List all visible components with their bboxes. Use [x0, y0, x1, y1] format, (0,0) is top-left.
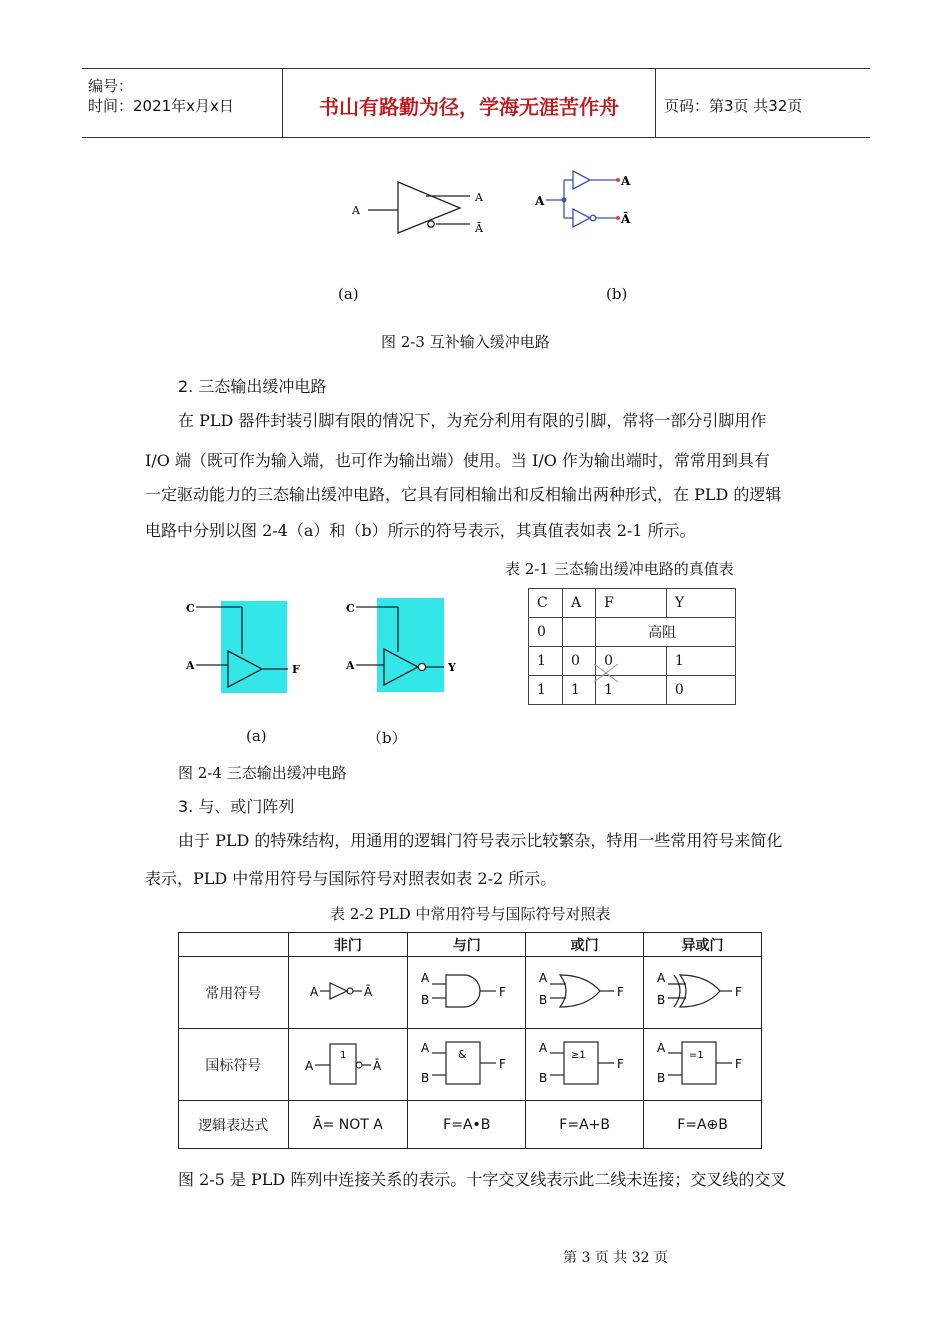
fig24a-c-label: C: [186, 602, 195, 615]
and-standard-diagram: [420, 1038, 514, 1088]
or-standard-diagram: [538, 1038, 632, 1088]
fig23b-input-label: A: [535, 194, 545, 208]
table-header-and: 与门: [408, 933, 526, 957]
and-expression: F=A•B: [408, 1101, 526, 1149]
xor-standard-diagram: [656, 1038, 750, 1088]
header-page-number: 页码：第3页 共32页: [664, 97, 803, 115]
xor-standard-b: B: [656, 1070, 665, 1085]
table-2-1-title: 表 2-1 三态输出缓冲电路的真值表: [505, 560, 734, 578]
row-label-standard: 国标符号: [179, 1029, 289, 1101]
xor-common-b: B: [656, 992, 665, 1007]
figure-2-3a-diagram: [340, 170, 500, 250]
section-2-heading: 2. 三态输出缓冲电路: [178, 377, 327, 396]
fig24a-a-label: A: [186, 659, 195, 672]
table-row: [179, 957, 762, 1029]
header-motto: 书山有路勤为径，学海无涯苦作舟: [319, 95, 619, 119]
table-cell: [179, 933, 289, 957]
page-footer: 第 3 页 共 32 页: [563, 1250, 668, 1266]
not-standard-diagram: [303, 1038, 393, 1088]
and-standard-mark: &: [457, 1047, 467, 1061]
section-2-line-4: 电路中分别以图 2-4（a）和（b）所示的符号表示，其真值表如表 2-1 所示。: [145, 521, 696, 540]
not-common-symbol: [288, 957, 408, 1029]
fig24b-a-label: A: [346, 659, 355, 672]
table-cell: 1: [596, 676, 667, 705]
table-2-2-title: 表 2-2 PLD 中常用符号与国际符号对照表: [330, 905, 611, 923]
figure-2-3b-diagram: [530, 160, 640, 240]
figure-2-4b-diagram: [340, 595, 470, 705]
not-common-in: A: [309, 984, 319, 999]
table-cell: C: [529, 589, 563, 618]
or-standard-mark: ≥1: [570, 1049, 586, 1061]
fig24b-y-label: Y: [448, 661, 456, 674]
xor-standard-a: A: [656, 1040, 665, 1055]
section-3-heading: 3. 与、或门阵列: [178, 797, 295, 816]
fig24b-c-label: C: [346, 602, 355, 615]
table-cell: 1: [563, 676, 596, 705]
table-cell: 1: [529, 647, 563, 676]
xor-expression: F=A⊕B: [644, 1101, 762, 1149]
header-meta: [82, 69, 282, 137]
table-cell: [563, 618, 596, 647]
header-page-cell: [656, 69, 870, 137]
figure-2-4a-diagram: [180, 595, 320, 705]
section-2-line-2: I/O 端（既可作为输入端，也可作为输出端）使用。当 I/O 作为输出端时，常常用到具有: [145, 451, 770, 470]
xor-common-a: A: [656, 970, 665, 985]
row-label-common: 常用符号: [179, 957, 289, 1029]
or-common-b: B: [538, 992, 547, 1007]
table-cell: 1: [529, 676, 563, 705]
or-expression: F=A+B: [526, 1101, 644, 1149]
table-row: [179, 933, 762, 957]
and-common-a: A: [420, 970, 429, 985]
xor-common-symbol: [644, 957, 762, 1029]
fig23-sub-b: (b): [606, 285, 628, 303]
not-standard-out: Ā: [372, 1058, 382, 1073]
fig23a-inverted-output-label: Ā: [475, 222, 483, 235]
or-standard-b: B: [538, 1070, 547, 1085]
and-standard-b: B: [420, 1070, 430, 1085]
table-cell: 0: [563, 647, 596, 676]
not-common-diagram: [308, 971, 388, 1011]
row-label-expression: 逻辑表达式: [179, 1101, 289, 1149]
fig23a-input-label: A: [352, 204, 360, 217]
or-common-a: A: [538, 970, 547, 985]
fig24-sub-a: (a): [246, 727, 267, 745]
section-2-line-1: 在 PLD 器件封装引脚有限的情况下，为充分利用有限的引脚，常将一部分引脚用作: [178, 411, 767, 430]
fig23b-inverted-output-label: Ā: [621, 212, 631, 226]
header-motto-cell: [282, 69, 656, 137]
and-standard-f: F: [498, 1056, 506, 1071]
fig24a-highlight: [221, 601, 287, 693]
document-number: 编号：: [88, 77, 134, 95]
table-2-1: [528, 588, 736, 705]
not-standard-symbol: [288, 1029, 408, 1101]
table-2-1-cross-mark: [592, 662, 622, 686]
table-cell-merged: 高阻: [596, 618, 736, 647]
table-row: [529, 676, 736, 705]
fig23-caption: 图 2-3 互补输入缓冲电路: [381, 333, 550, 351]
table-cell: F: [596, 589, 667, 618]
and-common-b: B: [420, 992, 430, 1007]
table-cell: 0: [666, 676, 735, 705]
fig23-sub-a: (a): [338, 285, 359, 303]
fig24-sub-b: （b）: [367, 729, 407, 747]
table-cell: A: [563, 589, 596, 618]
and-standard-a: A: [420, 1040, 429, 1055]
final-paragraph-line: 图 2-5 是 PLD 阵列中连接关系的表示。十字交叉线表示此二线未连接；交叉线的交叉: [178, 1170, 787, 1189]
and-common-symbol: [408, 957, 526, 1029]
table-cell: 0: [596, 647, 667, 676]
not-standard-in: A: [304, 1058, 314, 1073]
table-row: [529, 589, 736, 618]
table-row: [529, 647, 736, 676]
fig24b-highlight: [377, 598, 444, 692]
table-header-or: 或门: [526, 933, 644, 957]
or-common-f: F: [616, 984, 624, 999]
and-common-f: F: [498, 984, 506, 999]
table-row: [529, 618, 736, 647]
xor-standard-f: F: [734, 1056, 742, 1071]
table-cell: Y: [666, 589, 735, 618]
fig24a-f-label: F: [292, 663, 300, 676]
xor-common-diagram: [656, 968, 750, 1014]
table-row: [179, 1029, 762, 1101]
table-cell: 0: [529, 618, 563, 647]
or-standard-a: A: [538, 1040, 547, 1055]
not-standard-mark: 1: [339, 1049, 347, 1061]
xor-common-f: F: [734, 984, 742, 999]
or-standard-f: F: [616, 1056, 624, 1071]
table-cell: 1: [666, 647, 735, 676]
not-expression: Ā= NOT A: [288, 1101, 408, 1149]
fig24-caption: 图 2-4 三态输出缓冲电路: [178, 764, 347, 782]
xor-standard-mark: =1: [688, 1049, 704, 1061]
or-standard-symbol: [526, 1029, 644, 1101]
table-header-xor: 异或门: [644, 933, 762, 957]
section-3-line-2: 表示，PLD 中常用符号与国际符号对照表如表 2-2 所示。: [145, 869, 557, 888]
not-common-out: Ā: [363, 984, 373, 999]
section-3-line-1: 由于 PLD 的特殊结构，用通用的逻辑门符号表示比较繁杂，特用一些常用符号来简化: [178, 831, 783, 850]
or-common-diagram: [538, 968, 632, 1014]
document-date: 时间：2021年x月x日: [88, 97, 234, 115]
and-standard-symbol: [408, 1029, 526, 1101]
xor-standard-symbol: [644, 1029, 762, 1101]
fig23b-output-label: A: [621, 174, 631, 188]
table-2-2: [178, 932, 762, 1149]
section-2-line-3: 一定驱动能力的三态输出缓冲电路，它具有同相输出和反相输出两种形式，在 PLD 的逻辑: [145, 485, 782, 504]
or-common-symbol: [526, 957, 644, 1029]
table-header-not: 非门: [288, 933, 408, 957]
page-header: [82, 68, 870, 138]
table-row: [179, 1101, 762, 1149]
fig23a-output-label: A: [475, 191, 483, 204]
and-common-diagram: [420, 968, 514, 1014]
